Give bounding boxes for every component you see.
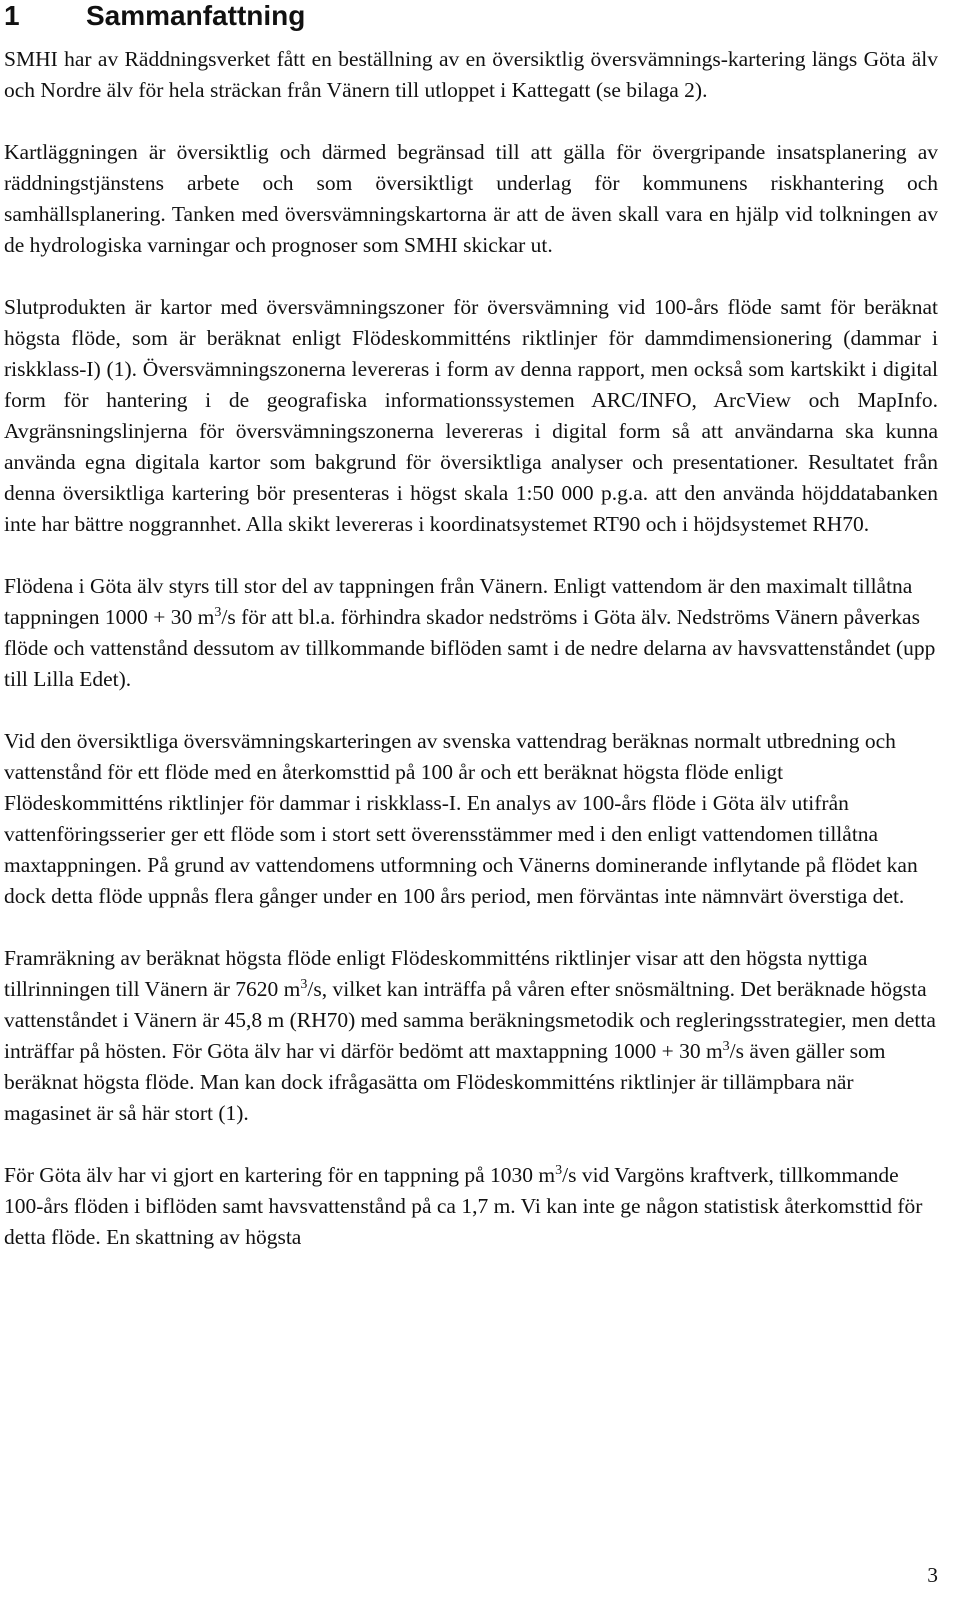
paragraph-gota-alv-part-1: För Göta älv har vi gjort en kartering för en tappning på 1030 m [4, 1163, 556, 1187]
paragraph-flows-part-1: Flödena i Göta älv styrs till stor del av tappningen från Vänern. Enligt vattendom är den maximalt tillåtna tappningen 1000 + 30 m [4, 574, 913, 629]
paragraph-gota-alv-mapping [4, 1160, 938, 1253]
superscript-cubic: 3 [722, 1039, 730, 1054]
paragraph-assignment: SMHI har av Räddningsverket fått en beställning av en översiktlig översvämnings-kartering längs Göta älv och Nordre älv för hela sträckan från Vänern till utloppet i Kattegatt (se bilaga 2). [4, 47, 938, 102]
superscript-cubic: 3 [300, 977, 308, 992]
superscript-cubic: 3 [214, 605, 222, 620]
paragraph-highest-flow-part-2: /s, vilket kan inträffa på våren efter snösmältning. Det beräknade högsta vattenståndet i Vänern är 45,8 m (RH70) med samma beräkningsmetodik och regleringsstrategier, men detta inträffar på hösten. För Göta älv har vi därför bedömt att maxtappning 1000 + 30 m [4, 977, 936, 1063]
paragraph-gota-alv-part-2: /s vid Vargöns kraftverk, tillkommande 100-års flöden i biflöden samt havsvattenstånd på ca 1,7 m. Vi kan inte ge någon statistisk återkomsttid för detta flöde. En skattning av högsta [4, 1163, 923, 1249]
paragraph-highest-flow [4, 943, 938, 1129]
page-number: 3 [927, 1563, 938, 1587]
paragraph-flows-part-2: /s för att bl.a. förhindra skador nedströms i Göta älv. Nedströms Vänern påverkas flöde och vattenstånd dessutom av tillkommande biflöden samt i de nedre delarna av havsvattenståndet (upp till Lilla Edet). [4, 605, 936, 691]
paragraph-mapping-method: Vid den översiktliga översvämningskarteringen av svenska vattendrag beräknas normalt utbredning och vattenstånd för ett flöde med en återkomsttid på 100 år och ett beräknat högsta flöde enligt Flödeskommitténs riktlinjer för dammar i riskklass-I. En analys av 100-års flöde i Göta älv utifrån vattenföringsserier ger ett flöde som i stort sett överensstämmer med i den enligt vattendomen tillåtna maxtappningen. På grund av vattendomens utformning och Vänerns dominerande inflytande på flödet kan dock detta flöde uppnås flera gånger under en 100 års period, men förväntas inte nämnvärt överstiga det. [4, 729, 918, 908]
document-page [4, 0, 938, 1253]
paragraph-end-product: Slutprodukten är kartor med översvämningszoner för översvämning vid 100-års flöde samt för beräknat högsta flöde, som är beräknat enligt Flödeskommitténs riktlinjer för dammdimensionering (dammar i riskklass-I) (1). Översvämningszonerna levereras i form av denna rapport, men också som kartskikt i digital form för hantering i de geografiska informationssystemen ARC/INFO, ArcView och MapInfo. Avgränsningslinjerna för översvämningszonerna levereras i digital form så att användarna ska kunna använda egna digitala kartor som bakgrund för översiktliga analyser och presentationer. Resultatet från denna översiktliga kartering bör presenteras i högst skala 1:50 000 p.g.a. att den använda höjddatabanken inte har bättre noggrannhet. Alla skikt levereras i koordinatsystemet RT90 och i höjdsystemet RH70. [4, 295, 938, 536]
section-number: 1 [4, 0, 20, 31]
section-title: Sammanfattning [86, 0, 306, 31]
section-heading [4, 0, 938, 34]
paragraph-flows [4, 571, 938, 695]
superscript-cubic: 3 [555, 1163, 563, 1178]
paragraph-scope: Kartläggningen är översiktlig och därmed begränsad till att gälla för övergripande insatsplanering av räddningstjänstens arbete och som översiktligt underlag för kommunens riskhantering och samhällsplanering. Tanken med översvämningskartorna är att de även skall vara en hjälp vid tolkningen av de hydrologiska varningar och prognoser som SMHI skickar ut. [4, 140, 938, 257]
paragraph-highest-flow-part-1: Framräkning av beräknat högsta flöde enligt Flödeskommitténs riktlinjer visar att den högsta nyttiga tillrinningen till Vänern är 7620 m [4, 946, 868, 1001]
paragraph-highest-flow-part-3: /s även gäller som beräknat högsta flöde. Man kan dock ifrågasätta om Flödeskommitténs riktlinjer är tillämpbara när magasinet är så här stort (1). [4, 1039, 886, 1125]
